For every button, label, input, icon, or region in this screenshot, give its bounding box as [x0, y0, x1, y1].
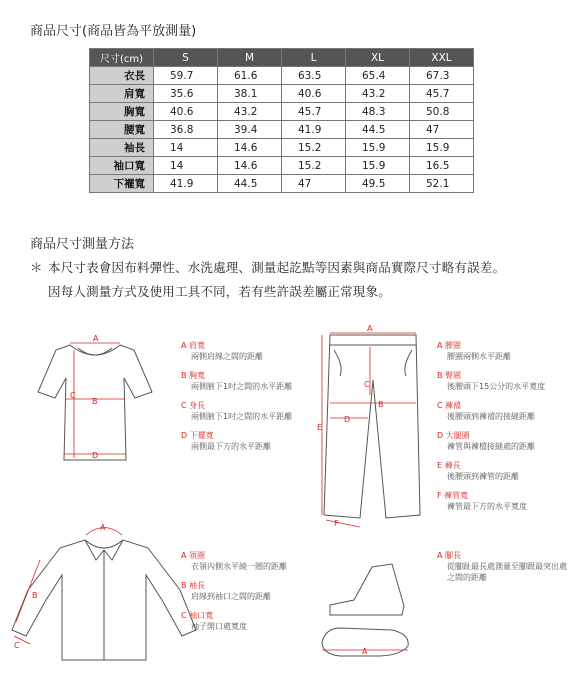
- foot-legend: [437, 550, 567, 591]
- row-label: 肩寬: [90, 85, 154, 103]
- table-cell: 44.5: [346, 121, 410, 139]
- note-text-1: 本尺寸表會因布料彈性、水洗處理、測量起訖點等因素與商品實際尺寸略有誤差。: [48, 260, 506, 275]
- table-cell: 63.5: [282, 67, 346, 85]
- legend-desc: 從腳趾最長處測量至腳跟最突出處之間的距離: [447, 562, 567, 582]
- legend-item: [437, 490, 545, 512]
- tshirt-label-c: C: [70, 391, 76, 400]
- foot-label-a: A: [362, 647, 368, 656]
- legend-key: C 褲襠: [437, 401, 462, 410]
- legend-key: C 袖口寬: [181, 611, 214, 620]
- legend-item: [181, 610, 287, 632]
- asterisk-icon: ＊: [30, 260, 43, 275]
- table-cell: 41.9: [282, 121, 346, 139]
- table-cell: 45.7: [410, 85, 474, 103]
- table-cell: 14: [154, 157, 218, 175]
- legend-item: [437, 430, 545, 452]
- table-cell: 15.9: [346, 139, 410, 157]
- legend-item: [181, 430, 292, 452]
- table-cell: 52.1: [410, 175, 474, 193]
- table-cell: 15.9: [346, 157, 410, 175]
- table-cell: 45.7: [282, 103, 346, 121]
- table-cell: 15.2: [282, 157, 346, 175]
- table-cell: 43.2: [218, 103, 282, 121]
- legend-key: A 腳長: [437, 551, 462, 560]
- legend-desc: 肩線到袖口之間的距離: [191, 592, 271, 601]
- table-cell: 15.2: [282, 139, 346, 157]
- pants-label-f: F: [334, 519, 339, 528]
- size-table-corner: 尺寸(cm): [90, 49, 154, 67]
- table-cell: 40.6: [282, 85, 346, 103]
- table-cell: 47: [410, 121, 474, 139]
- legend-key: A 肩寬: [181, 341, 206, 350]
- legend-item: [437, 550, 567, 583]
- legend-key: D 下擺寬: [181, 431, 214, 440]
- legend-desc: 兩側腋下1吋之間的水平距離: [191, 412, 293, 421]
- legend-key: B 胸寬: [181, 371, 206, 380]
- table-cell: 65.4: [346, 67, 410, 85]
- legend-key: F 褲管寬: [437, 491, 469, 500]
- row-label: 腰寬: [90, 121, 154, 139]
- legend-desc: 衣領內側水平繞一圈的距離: [191, 562, 287, 571]
- tshirt-label-d: D: [92, 451, 99, 460]
- table-cell: 40.6: [154, 103, 218, 121]
- table-cell: 44.5: [218, 175, 282, 193]
- legend-desc: 後腰頭下15公分的水平寬度: [447, 382, 546, 391]
- table-cell: 41.9: [154, 175, 218, 193]
- legend-item: [437, 340, 545, 362]
- legend-desc: 腰圍兩側水平距離: [447, 352, 511, 361]
- legend-key: C 身長: [181, 401, 206, 410]
- pants-label-d: D: [344, 415, 351, 424]
- legend-key: B 臀圍: [437, 371, 462, 380]
- measure-method-title: 商品尺寸測量方法: [30, 237, 135, 252]
- tshirt-label-b: B: [92, 397, 98, 406]
- legend-desc: 後腰頭到褲襠的接縫距離: [447, 412, 535, 421]
- table-cell: 43.2: [346, 85, 410, 103]
- pants-label-a: A: [367, 324, 373, 333]
- legend-key: A 領圍: [181, 551, 206, 560]
- tshirt-legend: [181, 340, 292, 460]
- table-cell: 38.1: [218, 85, 282, 103]
- table-cell: 14: [154, 139, 218, 157]
- tshirt-label-a: A: [93, 334, 99, 343]
- pants-label-e: E: [317, 423, 323, 432]
- pants-label-b: B: [378, 400, 384, 409]
- table-cell: 50.8: [410, 103, 474, 121]
- note-line-2: 因每人測量方式及使用工具不同，若有些許誤差屬正常現象。: [48, 284, 391, 299]
- size-col-s: S: [154, 49, 218, 67]
- shirt-label-c: C: [14, 641, 20, 650]
- legend-key: D 大腿圍: [437, 431, 470, 440]
- table-cell: 35.6: [154, 85, 218, 103]
- table-cell: 39.4: [218, 121, 282, 139]
- legend-key: B 袖長: [181, 581, 206, 590]
- table-cell: 59.7: [154, 67, 218, 85]
- table-cell: 36.8: [154, 121, 218, 139]
- legend-desc: 兩側腋下1吋之間的水平距離: [191, 382, 293, 391]
- table-cell: 14.6: [218, 157, 282, 175]
- table-cell: 67.3: [410, 67, 474, 85]
- legend-desc: 兩側肩線之間的距離: [191, 352, 263, 361]
- page-title: 商品尺寸(商品皆為平放測量): [30, 24, 197, 39]
- legend-item: [181, 340, 292, 362]
- size-col-l: L: [282, 49, 346, 67]
- legend-item: [437, 460, 545, 482]
- shirt-label-a: A: [100, 523, 106, 532]
- pants-legend: [437, 340, 545, 520]
- table-cell: 61.6: [218, 67, 282, 85]
- row-label: 袖口寬: [90, 157, 154, 175]
- table-cell: 48.3: [346, 103, 410, 121]
- table-cell: 49.5: [346, 175, 410, 193]
- row-label: 胸寬: [90, 103, 154, 121]
- pants-label-c: C: [364, 380, 370, 389]
- size-col-xl: XL: [346, 49, 410, 67]
- legend-desc: 後腰頭到褲管的距離: [447, 472, 519, 481]
- shirt-label-b: B: [32, 591, 38, 600]
- legend-desc: 褲管最下方的水平寬度: [447, 502, 527, 511]
- legend-desc: 袖子開口處寬度: [191, 622, 247, 631]
- legend-key: E 褲長: [437, 461, 461, 470]
- table-cell: 14.6: [218, 139, 282, 157]
- foot-side-outline: [330, 564, 404, 615]
- table-cell: 15.9: [410, 139, 474, 157]
- table-cell: 16.5: [410, 157, 474, 175]
- size-col-xxl: XXL: [410, 49, 474, 67]
- legend-item: [437, 400, 545, 422]
- row-label: 衣長: [90, 67, 154, 85]
- legend-desc: 褲管與褲檔接縫處的距離: [447, 442, 535, 451]
- shirt-legend: [181, 550, 287, 640]
- row-label: 袖長: [90, 139, 154, 157]
- legend-item: [181, 370, 292, 392]
- legend-item: [181, 550, 287, 572]
- size-col-m: M: [218, 49, 282, 67]
- row-label: 下襬寬: [90, 175, 154, 193]
- legend-item: [181, 580, 287, 602]
- legend-item: [181, 400, 292, 422]
- legend-item: [437, 370, 545, 392]
- legend-desc: 兩側最下方的水平距離: [191, 442, 271, 451]
- legend-key: A 腰圍: [437, 341, 462, 350]
- table-cell: 47: [282, 175, 346, 193]
